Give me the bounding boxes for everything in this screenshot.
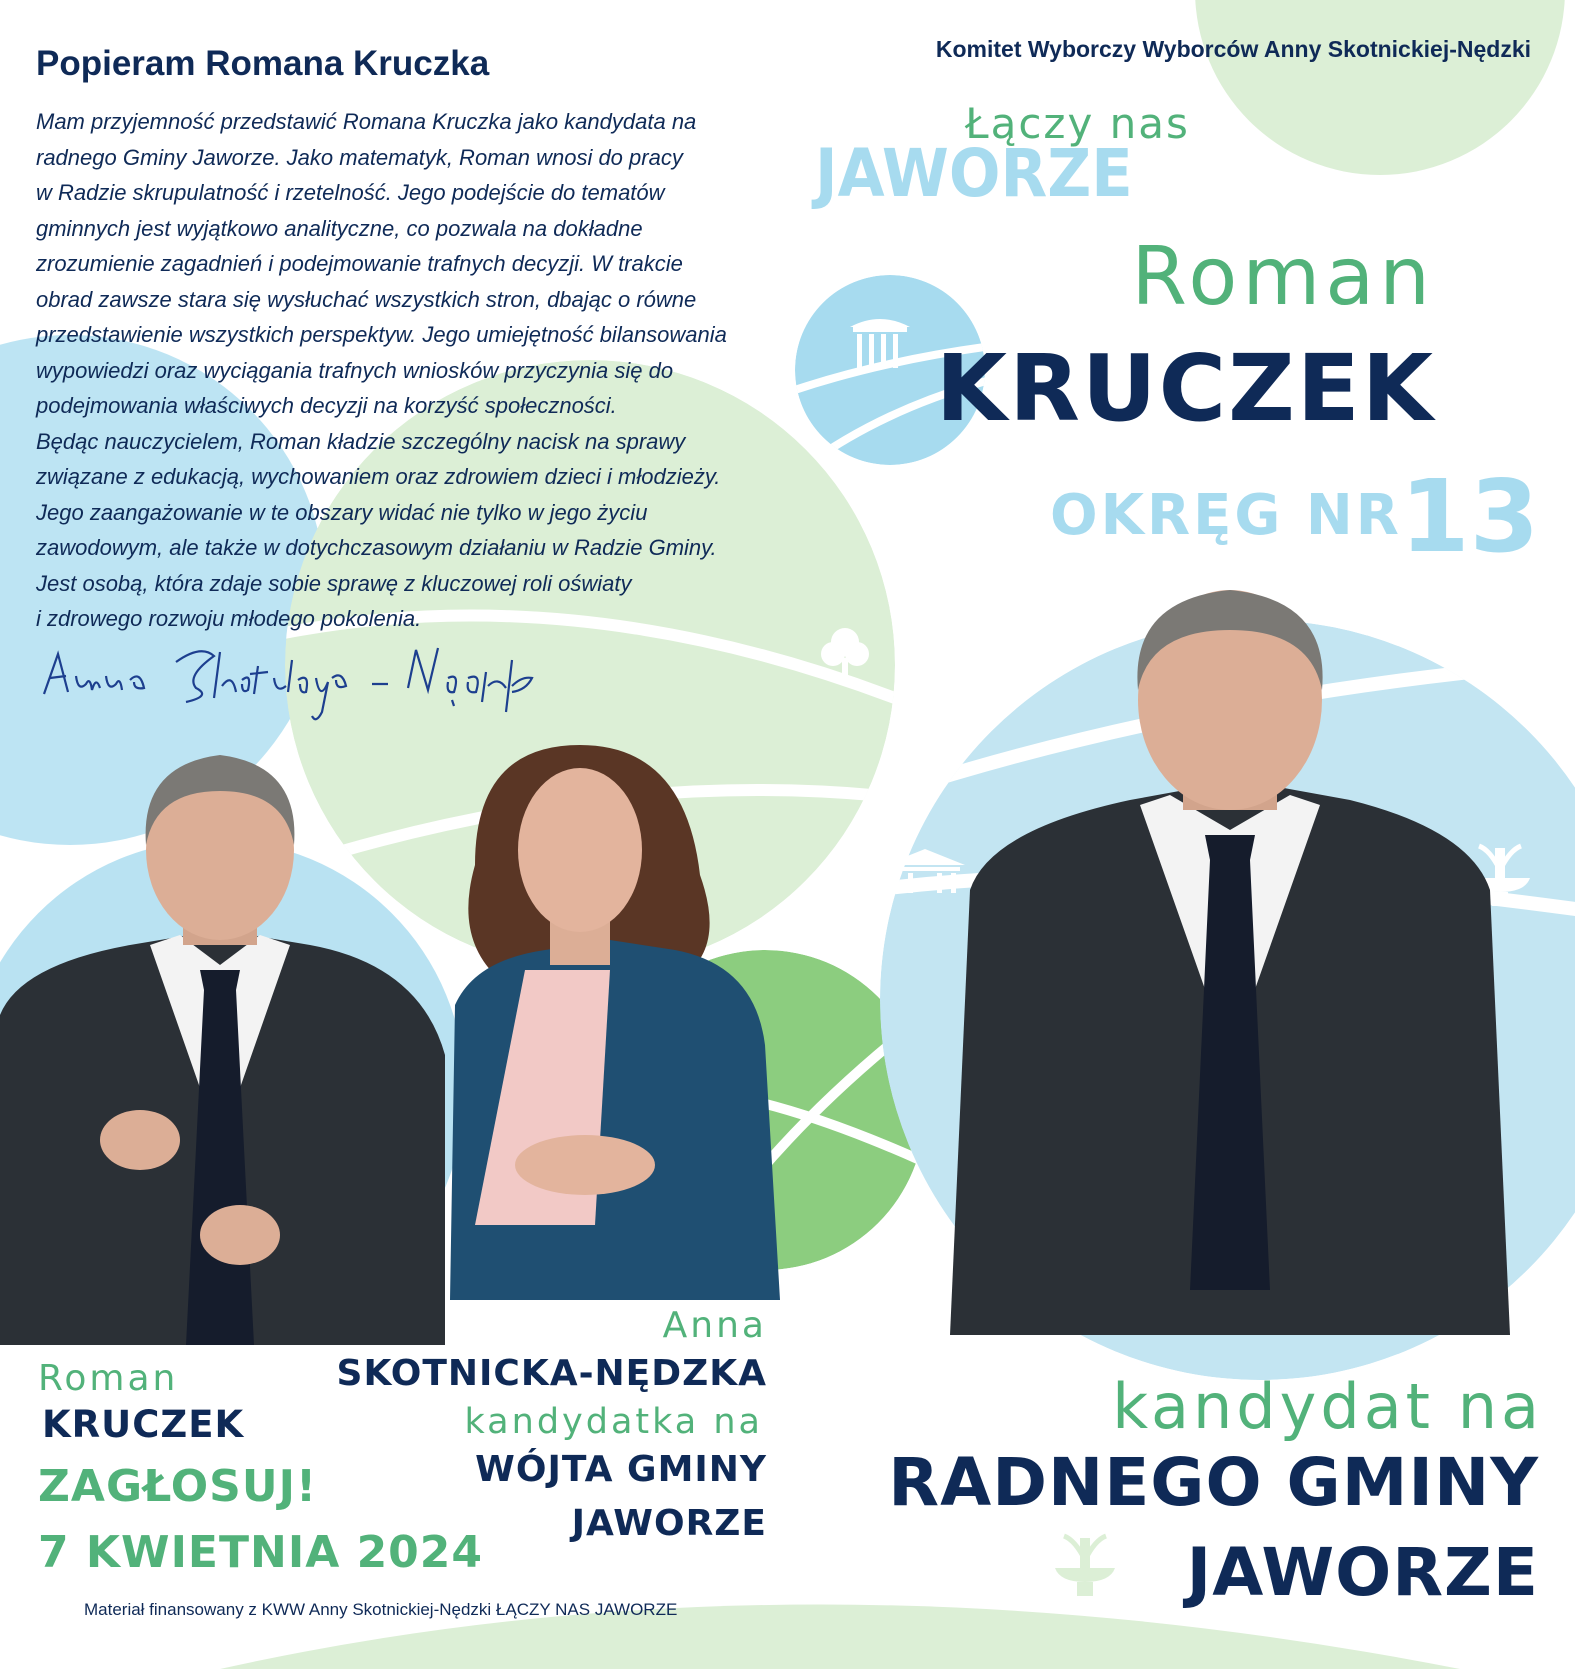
logo-line1: Łączy nas [965,99,1190,148]
mayor-first-name: Anna [662,1305,767,1346]
election-date: 7 KWIETNIA 2024 [38,1527,484,1578]
text-line: Jest osobą, która zdaje sobie sprawę z kluczowej roli oświaty [36,570,632,596]
logo [815,95,1195,215]
role-line2: JAWORZE [1186,1534,1539,1611]
candidate-first-name: Roman [1131,230,1435,323]
mayor-role-line2: JAWORZE [571,1503,767,1544]
signature [36,632,556,728]
candidate-last-name: KRUCZEK [935,335,1435,442]
mayor-role-line1: WÓJTA GMINY [475,1449,767,1490]
text-line: Mam przyjemność przedstawić Romana Kruczka jako kandydata na [36,109,697,134]
text-line: w Radzie skrupulatność i rzetelność. Jego podejście do tematów [36,180,665,205]
text-line: Jego zaangażowanie w te obszary widać nie tylko w jego życiu [36,499,648,525]
text-line: radnego Gminy Jaworze. Jako matematyk, Roman wnosi do pracy [36,144,683,170]
text-line: Będąc nauczycielem, Roman kładzie szczególny nacisk na sprawy [36,428,686,454]
committee-name: Komitet Wyborczy Wyborców Anny Skotnickiej-Nędzki [935,36,1531,62]
role-intro: kandydat na [1112,1370,1543,1443]
vote-call: ZAGŁOSUJ! [38,1461,318,1512]
endorsement-heading: Popieram Romana Kruczka [36,44,490,83]
role-line1: RADNEGO GMINY [888,1444,1539,1521]
text-line: wypowiedzi oraz wyciągania trafnych wniosków przyczynia się do [36,357,674,383]
rotunda-icon [845,315,915,375]
logo-line2: JAWORZE [815,135,1133,212]
text-line: obrad zawsze stara się wysłuchać wszystkich stron, dbając o równe [36,286,697,312]
mayor-last-name: SKOTNICKA-NĘDZKA [336,1353,767,1394]
mayor-candidate-photo [435,745,780,1300]
text-line: gminnych jest wyjątkowo analityczne, co pozwala na dokładne [36,215,643,241]
candidate-photo-left [0,755,445,1345]
text-line: zawodowym, ale także w dotychczasowym działaniu w Radzie Gminy. [36,535,717,560]
text-line: przedstawienie wszystkich perspektyw. Jego umiejętność bilansowania [36,322,727,347]
district-number: 13 [1400,458,1540,575]
text-line: i zdrowego rozwoju młodego pokolenia. [36,606,422,631]
text-line: zrozumienie zagadnień i podejmowanie trafnych decyzji. W trakcie [36,251,683,276]
mayor-role-intro: kandydatka na [464,1402,763,1442]
district-label: OKRĘG NR [1050,483,1402,548]
tree-icon [815,622,875,682]
text-line: związane z edukacją, wychowaniem oraz zdrowiem dzieci i młodzieży. [36,464,721,489]
left-last-name: KRUCZEK [42,1403,245,1446]
left-first-name: Roman [38,1358,179,1399]
main-candidate-photo [950,590,1510,1335]
endorsement-body [36,104,727,637]
financing-note: Materiał finansowany z KWW Anny Skotnickiej-Nędzki ŁĄCZY NAS JAWORZE [84,1600,678,1619]
text-line: podejmowania właściwych decyzji na korzyść społeczności. [36,393,617,418]
fountain-icon [1050,1520,1120,1600]
